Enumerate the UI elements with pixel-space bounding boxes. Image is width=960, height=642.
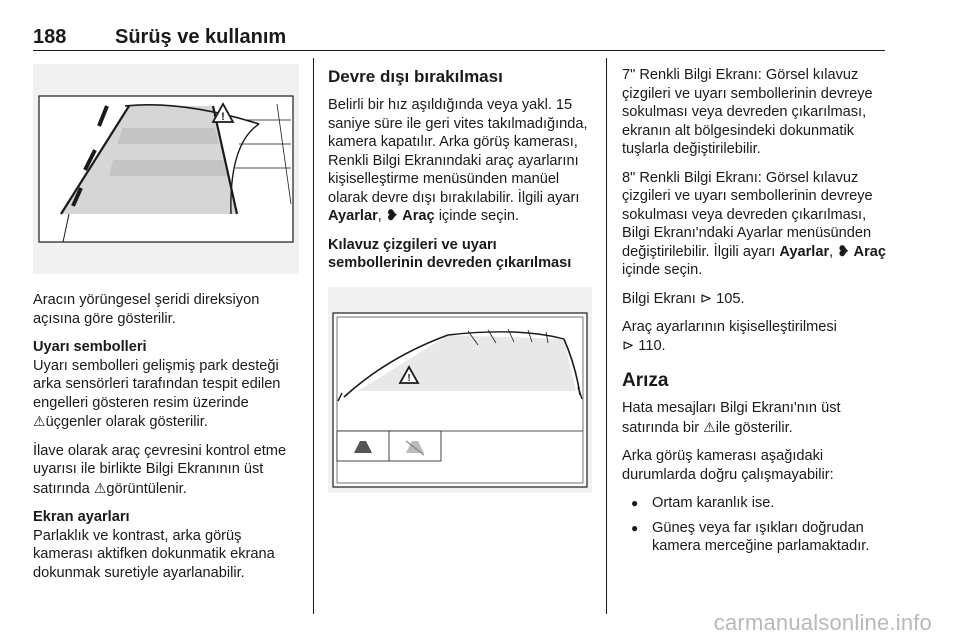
- fault-conditions-list: [622, 494, 888, 556]
- fault-heading: Arıza: [622, 370, 669, 391]
- deactivation-text: Belirli bir hız aşıldığında veya yakl. 15 saniye süre ile geri vites takılmadığında, kamera kapatılır. Arka görüş kamerası, Renkli Bilgi Ekranındaki araç ayarlarını kişiselleştirme menüsünden manüel olarak devre dışı bırakılabilir. İlgili ayarı: [328, 97, 588, 206]
- additional-warning-paragraph: [33, 442, 299, 499]
- reference-info-display: [622, 290, 888, 309]
- warning-triangle-icon: ⚠: [33, 413, 46, 429]
- deactivation-heading: Devre dışı bırakılması: [328, 67, 503, 86]
- deactivation-text-end: içinde seçin.: [438, 208, 519, 224]
- list-item: ● Güneş veya far ışıkları doğrudan kamera merceğine parlamaktadır.: [622, 519, 888, 556]
- screen-settings-paragraph: [33, 508, 299, 582]
- display-8-text-end: içinde seçin.: [622, 262, 703, 278]
- figure-caption: Aracın yörüngesel şeridi direksiyon açısına göre gösterilir.: [33, 292, 260, 327]
- list-item: ● Ortam karanlık ise.: [622, 494, 888, 513]
- warning-symbols-paragraph: [33, 338, 299, 432]
- warning-symbols-heading: Uyarı sembolleri: [33, 339, 147, 355]
- column-3: [622, 66, 888, 562]
- camera-screen-figure: [328, 287, 592, 493]
- deactivation-paragraph: Belirli bir hız aşıldığında veya yakl. 15 saniye süre ile geri vites takılmadığında, kamera kapatılır. Arka görüş kamerası, Renkli Bilgi Ekranındaki araç ayarlarını kişiselleştirme menüsünden manüel olarak devre dışı bırakılabilir. İlgili ayarı Ayarlar, ❥ Araç içinde seçin.: [328, 97, 588, 224]
- warning-triangle-icon: ⚠: [703, 418, 716, 435]
- chevron-right-icon: ❥: [385, 208, 399, 224]
- column-divider: [606, 58, 607, 614]
- guidelines-heading: Kılavuz çizgileri ve uyarı sembollerinin devreden çıkarılması: [328, 236, 572, 271]
- warning-symbols-text: Uyarı sembolleri gelişmiş park desteği arka sensörleri tarafından tespit edilen engelleri gösteren resim üzerinde: [33, 357, 281, 411]
- menu-path-settings: Ayarlar: [779, 243, 830, 260]
- reference-page: 105.: [716, 290, 745, 307]
- camera-trajectory-figure: [33, 64, 299, 274]
- column-divider: [313, 58, 314, 614]
- display-7-paragraph: 7" Renkli Bilgi Ekranı: Görsel kılavuz çizgileri ve uyarı sembollerinin devreye sokulması veya devreden çıkarılması, ekranın alt bölgesindeki dokunmatik tuşlarla değiştirilebilir.: [622, 67, 873, 157]
- reference-label: Araç ayarlarının kişiselleştirilmesi: [622, 319, 837, 335]
- display-8-text: 8" Renkli Bilgi Ekranı: Görsel kılavuz çizgileri ve uyarı sembollerinin devreye sokulması veya devreden çıkarılması, Bilgi Ekranı'ndaki Ayarlar menüsünden değiştirilebilir. İlgili ayarı: [622, 169, 873, 260]
- fault-message-text-end: ile gösterilir.: [715, 419, 793, 436]
- menu-path-vehicle: Araç: [402, 208, 435, 224]
- watermark: carmanualsonline.info: [713, 610, 932, 635]
- reference-label: Bilgi Ekranı: [622, 290, 696, 307]
- page-title: Sürüş ve kullanım: [115, 26, 287, 48]
- column-1: [33, 64, 299, 592]
- chevron-right-icon: ❥: [837, 243, 850, 260]
- reference-page: 110.: [638, 337, 666, 354]
- fault-message-text: Hata mesajları Bilgi Ekranı'nın üst satırında bir: [622, 400, 841, 436]
- svg-text:!: !: [221, 111, 225, 123]
- page-reference-icon: ⊳: [622, 337, 635, 354]
- reference-vehicle-settings: [622, 318, 888, 355]
- warning-symbols-text-end: üçgenler olarak gösterilir.: [45, 414, 208, 430]
- screen-settings-text: Parlaklık ve kontrast, arka görüş kamerası aktifken dokunmatik ekrana dokunmak suretiyle ayarlanabilir.: [33, 527, 275, 581]
- warning-triangle-icon: ⚠: [93, 479, 107, 496]
- page-number: 188: [33, 26, 67, 48]
- screen-settings-heading: Ekran ayarları: [33, 509, 130, 525]
- fault-conditions-paragraph: Arka görüş kamerası aşağıdaki durumlarda doğru çalışmayabilir:: [622, 448, 834, 483]
- menu-path-settings: Ayarlar: [328, 208, 378, 224]
- additional-warning-text: İlave olarak araç çevresini kontrol etme uyarısı ile birlikte Bilgi Ekranının üst satırında: [33, 442, 287, 497]
- page-header: [33, 26, 885, 51]
- svg-text:!: !: [407, 372, 411, 384]
- additional-warning-text-end: görüntülenir.: [106, 480, 187, 497]
- menu-path-vehicle: Araç: [853, 243, 886, 260]
- column-2: [328, 66, 594, 493]
- display-8-paragraph: 8" Renkli Bilgi Ekranı: Görsel kılavuz çizgileri ve uyarı sembollerinin devreye sokulması veya devreden çıkarılması, Bilgi Ekranı'ndaki Ayarlar menüsünden değiştirilebilir. İlgili ayarı Ayarlar, ❥ Araç içinde seçin.: [622, 169, 886, 278]
- fault-message-paragraph: [622, 399, 888, 437]
- page-reference-icon: ⊳: [699, 290, 713, 307]
